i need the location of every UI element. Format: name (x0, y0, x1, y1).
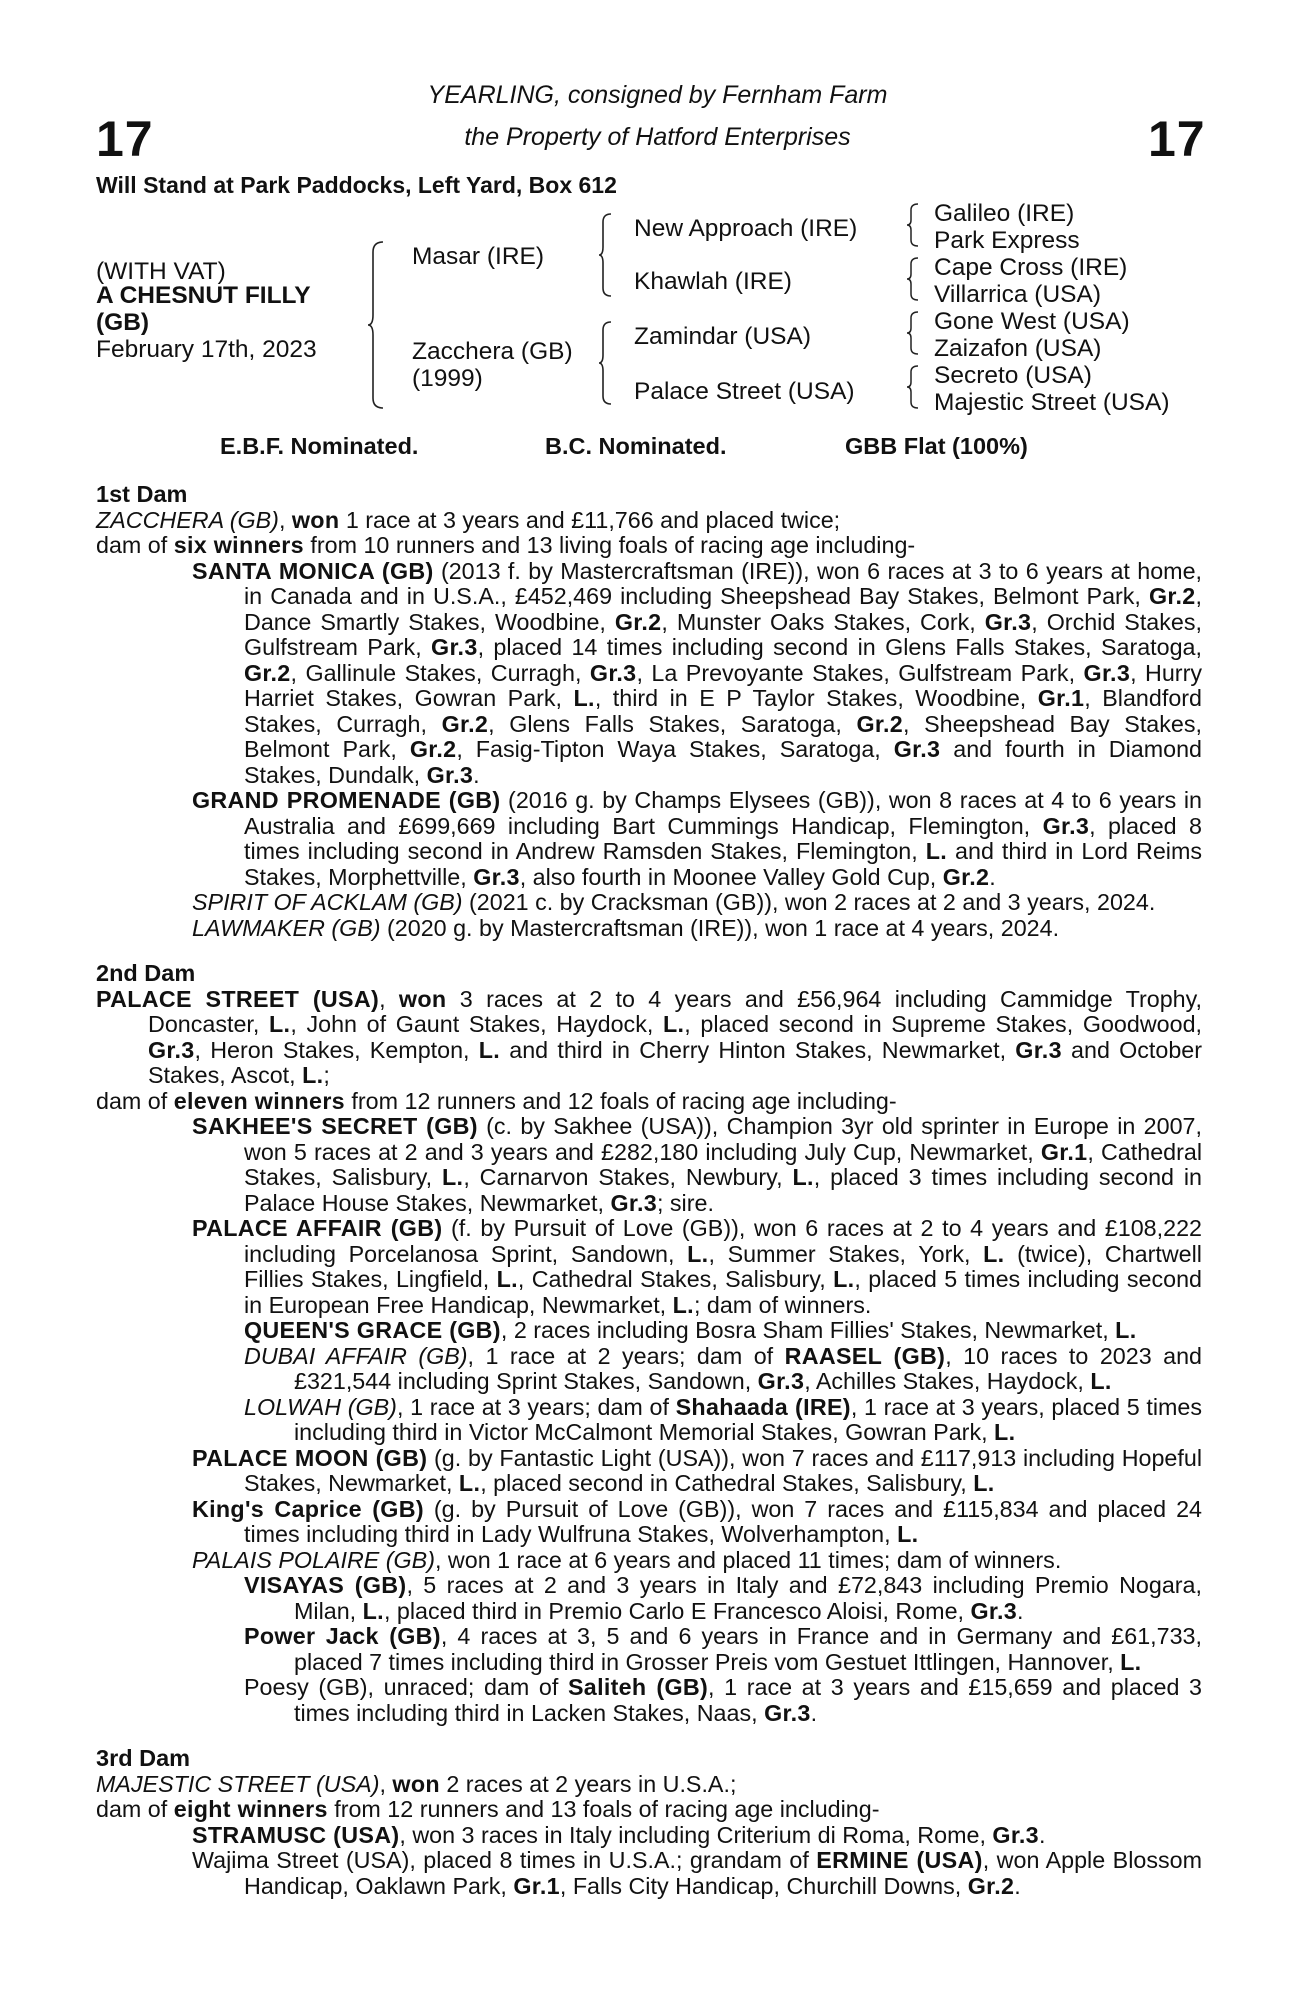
sire-sire: New Approach (IRE) (634, 215, 858, 242)
first-dam-race-record: ZACCHERA (GB), won 1 race at 3 years and £11,766 and placed twice; (96, 506, 841, 533)
ancestor-g6: Zaizafon (USA) (934, 335, 1102, 362)
grand-produce-entry: LOLWAH (GB), 1 race at 3 years; dam of Shahaada (IRE), 1 race at 3 years, placed 5 times including third in Victor McCalmont Memorial Stakes, Gowran Park, L. (244, 1393, 1203, 1445)
sire-name: Masar (IRE) (412, 243, 545, 270)
first-dam-produce-summary: dam of six winners from 10 runners and 13 living foals of racing age including- (96, 532, 916, 558)
section-heading-2nd-dam: 2nd Dam (96, 960, 196, 986)
lot-number-left: 17 (96, 111, 154, 167)
grand-produce-entry: Poesy (GB), unraced; dam of Saliteh (GB), 1 race at 3 years and £15,659 and placed 3 times including third in Lacken Stakes, Naas, Gr.3. (244, 1674, 1203, 1726)
foaling-date: February 17th, 2023 (96, 336, 317, 363)
dam-dam: Palace Street (USA) (634, 378, 855, 405)
ebf-nomination: E.B.F. Nominated. (220, 433, 419, 459)
pedigree-brace-g4 (906, 364, 920, 410)
property-line: the Property of Hatford Enterprises (464, 123, 851, 151)
bc-nomination: B.C. Nominated. (545, 433, 727, 459)
pedigree-brace-g1 (906, 202, 920, 248)
grand-produce-entry: VISAYAS (GB), 5 races at 2 and 3 years in Italy and £72,843 including Premio Nogara, Milan, L., placed third in Premio Carlo E Francesco Aloisi, Rome, Gr.3. (244, 1572, 1202, 1624)
dam-sire: Zamindar (USA) (634, 323, 811, 350)
second-dam-produce-summary: dam of eleven winners from 12 runners and 12 foals of racing age including- (96, 1087, 897, 1114)
horse-name: A CHESNUT FILLY (96, 282, 311, 309)
dam-year: (1999) (412, 365, 483, 392)
pedigree-brace-sire (598, 212, 614, 298)
pedigree-brace-g2 (906, 256, 920, 302)
horse-origin: (GB) (96, 309, 150, 336)
vat-label: (WITH VAT) (96, 258, 226, 285)
produce-record (96, 482, 1202, 1899)
produce-entry: STRAMUSC (USA), won 3 races in Italy including Criterium di Roma, Rome, Gr.3. (192, 1821, 1046, 1848)
ancestor-g4: Villarrica (USA) (934, 281, 1101, 308)
section-heading-1st-dam: 1st Dam (96, 481, 188, 507)
stand-location: Will Stand at Park Paddocks, Left Yard, Box 612 (96, 172, 617, 198)
third-dam-produce-summary: dam of eight winners from 12 runners and 13 foals of racing age including- (96, 1796, 880, 1822)
grand-produce-entry: DUBAI AFFAIR (GB), 1 race at 2 years; dam of RAASEL (GB), 10 races to 2023 and £321,544 including Sprint Stakes, Sandown, Gr.3, Achilles Stakes, Haydock, L. (244, 1342, 1202, 1394)
produce-entry: King's Caprice (GB) (g. by Pursuit of Love (GB)), won 7 races and £115,834 and placed 24 times including third in Lady Wulfruna Stakes, Wolverhampton, L. (192, 1495, 1202, 1547)
produce-entry: SAKHEE'S SECRET (GB) (c. by Sakhee (USA)), Champion 3yr old sprinter in Europe in 2007, won 5 races at 2 and 3 years and £282,180 including July Cup, Newmarket, Gr.1, Cathedral Stakes, Salisbury, L., Carnarvon Stakes, Newbury, L., placed 3 times including second in Palace House Stakes, Newmarket, Gr.3; sire. (192, 1113, 1202, 1216)
lot-number-right: 17 (1148, 111, 1206, 167)
ancestor-g8: Majestic Street (USA) (934, 389, 1170, 416)
pedigree-brace-main (367, 240, 387, 410)
pedigree-brace-g3 (906, 310, 920, 356)
dam-name: Zacchera (GB) (412, 338, 573, 365)
consignor-line: YEARLING, consigned by Fernham Farm (427, 81, 888, 109)
gbb-status: GBB Flat (100%) (845, 433, 1028, 459)
ancestor-g7: Secreto (USA) (934, 362, 1092, 389)
pedigree-brace-dam (598, 320, 614, 406)
produce-entry: LAWMAKER (GB) (2020 g. by Mastercraftsman (IRE)), won 1 race at 4 years, 2024. (192, 914, 1060, 941)
produce-entry: PALACE MOON (GB) (g. by Fantastic Light (USA)), won 7 races and £117,913 including Hopeful Stakes, Newmarket, L., placed second in Cathedral Stakes, Salisbury, L. (192, 1444, 1202, 1496)
grand-produce-entry: Power Jack (GB), 4 races at 3, 5 and 6 years in France and in Germany and £61,733, placed 7 times including third in Grosser Preis vom Gestuet Ittlingen, Hannover, L. (244, 1623, 1202, 1675)
third-dam-race-record: MAJESTIC STREET (USA), won 2 races at 2 years in U.S.A.; (96, 1770, 737, 1797)
produce-entry: GRAND PROMENADE (GB) (2016 g. by Champs Elysees (GB)), won 8 races at 4 to 6 years in Australia and £699,669 including Bart Cummings Handicap, Flemington, Gr.3, placed 8 times including second in Andrew Ramsden Stakes, Flemington, L. and third in Lord Reims Stakes, Morphettville, Gr.3, also fourth in Moonee Valley Gold Cup, Gr.2. (192, 787, 1203, 890)
grand-produce-entry: QUEEN'S GRACE (GB), 2 races including Bosra Sham Fillies' Stakes, Newmarket, L. (244, 1317, 1137, 1343)
sire-dam: Khawlah (IRE) (634, 268, 792, 295)
ancestor-g1: Galileo (IRE) (934, 200, 1075, 227)
produce-entry: PALACE AFFAIR (GB) (f. by Pursuit of Love (GB)), won 6 races at 2 to 4 years and £108,222 including Porcelanosa Sprint, Sandown, L., Summer Stakes, York, L. (twice), Chartwell Fillies Stakes, Lingfield, L., Cathedral Stakes, Salisbury, L., placed 5 times including second in European Free Handicap, Newmarket, L.; dam of winners. (192, 1215, 1202, 1318)
second-dam-race-record: PALACE STREET (USA), won 3 races at 2 to 4 years and £56,964 including Cammidge Trophy, Doncaster, L., John of Gaunt Stakes, Haydock, L., placed second in Supreme Stakes, Goodwood, Gr.3, Heron Stakes, Kempton, L. and third in Cherry Hinton Stakes, Newmarket, Gr.3 and October Stakes, Ascot, L.; (96, 985, 1203, 1088)
produce-entry: Wajima Street (USA), placed 8 times in U.S.A.; grandam of ERMINE (USA), won Apple Blossom Handicap, Oaklawn Park, Gr.1, Falls City Handicap, Churchill Downs, Gr.2. (192, 1847, 1203, 1899)
ancestor-g2: Park Express (934, 227, 1080, 254)
produce-entry: SANTA MONICA (GB) (2013 f. by Mastercraftsman (IRE)), won 6 races at 3 to 6 years at home, in Canada and in U.S.A., £452,469 including Sheepshead Bay Stakes, Belmont Park, Gr.2, Dance Smartly Stakes, Woodbine, Gr.2, Munster Oaks Stakes, Cork, Gr.3, Orchid Stakes, Gulfstream Park, Gr.3, placed 14 times including second in Glens Falls Stakes, Saratoga, Gr.2, Gallinule Stakes, Curragh, Gr.3, La Prevoyante Stakes, Gulfstream Park, Gr.3, Hurry Harriet Stakes, Gowran Park, L., third in E P Taylor Stakes, Woodbine, Gr.1, Blandford Stakes, Curragh, Gr.2, Glens Falls Stakes, Saratoga, Gr.2, Sheepshead Bay Stakes, Belmont Park, Gr.2, Fasig-Tipton Waya Stakes, Saratoga, Gr.3 and fourth in Diamond Stakes, Dundalk, Gr.3. (192, 557, 1202, 788)
ancestor-g5: Gone West (USA) (934, 308, 1130, 335)
section-heading-3rd-dam: 3rd Dam (96, 1745, 191, 1771)
produce-entry: SPIRIT OF ACKLAM (GB) (2021 c. by Cracksman (GB)), won 2 races at 2 and 3 years, 2024. (192, 889, 1156, 915)
produce-entry: PALAIS POLAIRE (GB), won 1 race at 6 years and placed 11 times; dam of winners. (192, 1546, 1062, 1573)
ancestor-g3: Cape Cross (IRE) (934, 254, 1128, 281)
